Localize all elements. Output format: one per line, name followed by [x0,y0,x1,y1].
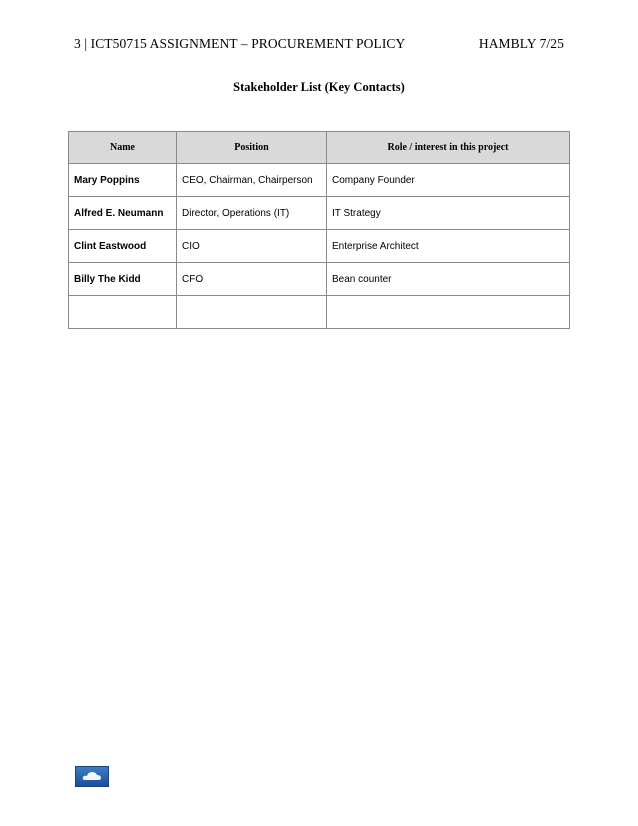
cell-role: Enterprise Architect [327,230,570,263]
cell-position: Director, Operations (IT) [177,197,327,230]
table-row [69,197,570,230]
logo [75,766,109,787]
cell-position [177,296,327,329]
cell-position: CIO [177,230,327,263]
page-title: Stakeholder List (Key Contacts) [233,80,405,94]
page-header [74,36,564,52]
cell-name: Mary Poppins [69,164,177,197]
cell-role: Bean counter [327,263,570,296]
cell-position: CFO [177,263,327,296]
cloud-icon [82,768,102,786]
cell-role: IT Strategy [327,197,570,230]
table-header-row [69,132,570,164]
table-row [69,164,570,197]
cell-position: CEO, Chairman, Chairperson [177,164,327,197]
cell-name: Clint Eastwood [69,230,177,263]
stakeholder-table [68,131,570,329]
table-row [69,263,570,296]
cell-name [69,296,177,329]
table-row [69,230,570,263]
table-row-empty [69,296,570,329]
cell-name: Alfred E. Neumann [69,197,177,230]
column-header-position: Position [177,132,327,164]
cell-role: Company Founder [327,164,570,197]
column-header-name: Name [69,132,177,164]
column-header-role: Role / interest in this project [327,132,570,164]
cell-name: Billy The Kidd [69,263,177,296]
cell-role [327,296,570,329]
header-left-text: 3 | ICT50715 ASSIGNMENT – PROCUREMENT POLICY [74,36,406,51]
header-right-text: HAMBLY 7/25 [478,36,564,51]
